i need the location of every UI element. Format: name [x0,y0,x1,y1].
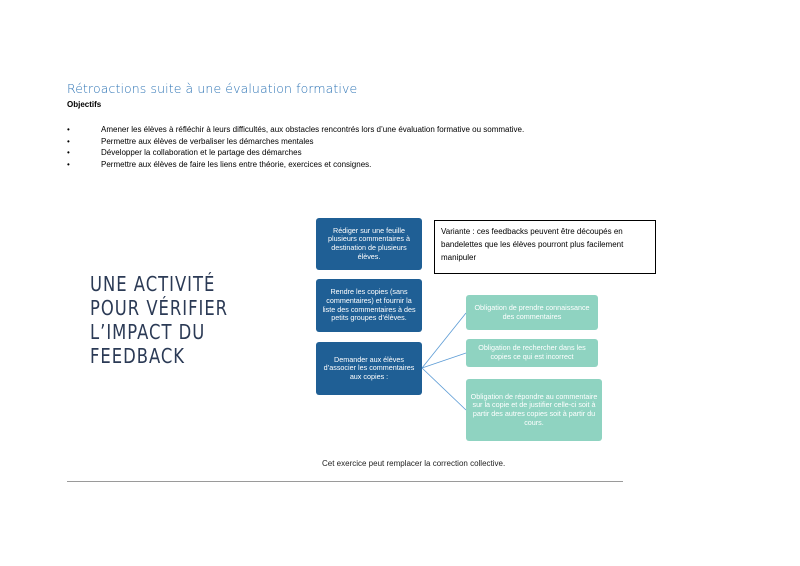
slide-caption: Cet exercice peut remplacer la correction collective. [322,459,506,468]
list-item: • Permettre aux élèves de faire les liens entre théorie, exercices et consignes. [67,159,372,169]
list-item: • Développer la collaboration et le partage des démarches [67,148,302,158]
slide-title-line: L’IMPACT DU [90,320,206,344]
document-title: Rétroactions suite à une évaluation formative [67,81,358,96]
step-box-associate-comments: Demander aux élèves d’associer les commentaires aux copies : [316,342,422,395]
bullet-icon: • [67,136,70,146]
slide-title-line: UNE ACTIVITÉ [90,272,216,296]
step-box-return-copies: Rendre les copies (sans commentaires) et fournir la liste des commentaires à des petits groupes d’élèves. [316,279,422,332]
slide-title-line: POUR VÉRIFIER [90,296,229,320]
connector-line [422,368,466,410]
horizontal-rule [67,481,623,482]
slide-title-line: FEEDBACK [90,344,186,368]
list-item: • Permettre aux élèves de verbaliser les démarches mentales [67,136,314,146]
obligation-box-read-comments: Obligation de prendre connaissance des commentaires [466,295,598,330]
step-box-write-comments: Rédiger sur une feuille plusieurs commentaires à destination de plusieurs élèves. [316,218,422,270]
section-heading: Objectifs [67,100,102,109]
list-item: • Amener les élèves à réfléchir à leurs difficultés, aux obstacles rencontrés lors d’une évaluation formative ou sommative. [67,125,525,134]
connector-line [422,353,466,368]
obligation-box-find-errors: Obligation de rechercher dans les copies ce qui est incorrect [466,339,598,367]
connector-line [422,313,466,368]
obligation-box-justify-answer: Obligation de répondre au commentaire sur la copie et de justifier celle-ci soit à partir des autres copies soit à partir du cours. [466,379,602,441]
variant-note-box: Variante : ces feedbacks peuvent être découpés en bandelettes que les élèves pourront plus facilement manipuler [434,220,656,274]
bullet-icon: • [67,148,70,158]
bullet-icon: • [67,159,70,169]
bullet-icon: • [67,125,70,134]
